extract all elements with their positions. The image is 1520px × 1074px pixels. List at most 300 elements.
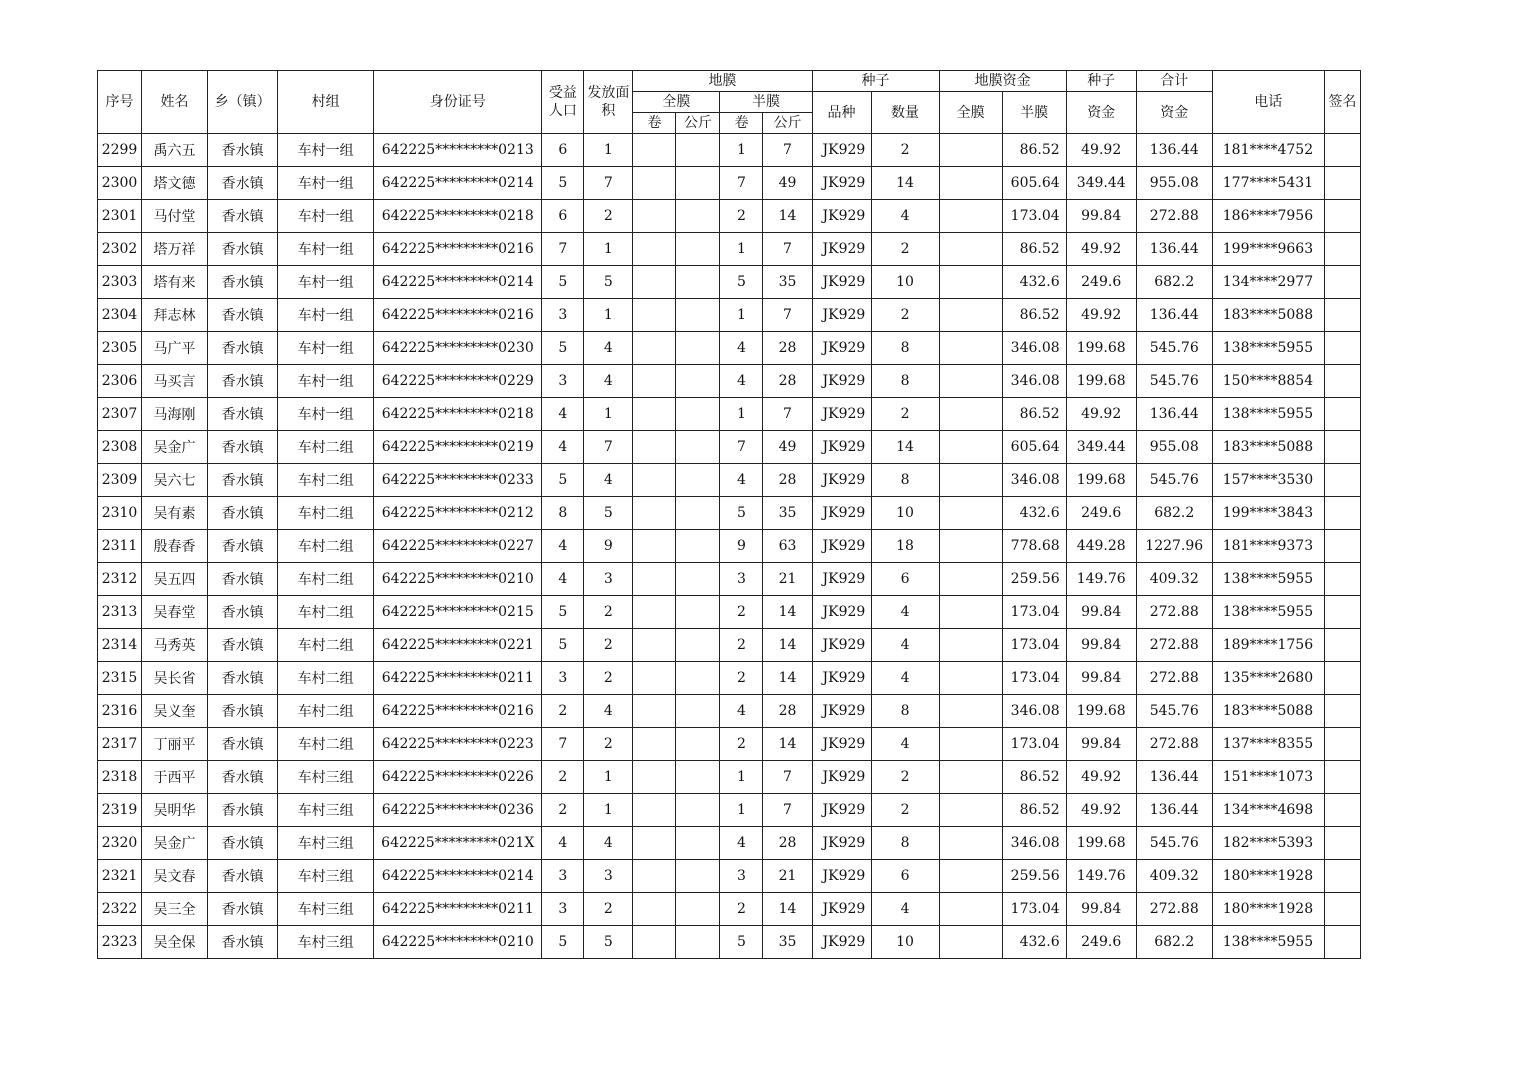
- cell-phone: 180****1928: [1212, 893, 1324, 926]
- cell-signature[interactable]: [1324, 893, 1360, 926]
- cell-town: 香水镇: [208, 761, 278, 794]
- cell-signature[interactable]: [1324, 563, 1360, 596]
- cell-population: 3: [542, 662, 584, 695]
- cell-seq: 2313: [98, 596, 142, 629]
- cell-full-fund: [939, 464, 1002, 497]
- table-row: [98, 365, 1361, 398]
- header-name: 姓名: [142, 71, 208, 134]
- cell-seed-fund: 99.84: [1066, 200, 1136, 233]
- cell-signature[interactable]: [1324, 398, 1360, 431]
- cell-signature[interactable]: [1324, 794, 1360, 827]
- cell-village: 车村一组: [278, 200, 374, 233]
- cell-town: 香水镇: [208, 827, 278, 860]
- cell-full-fund: [939, 893, 1002, 926]
- cell-signature[interactable]: [1324, 365, 1360, 398]
- header-id: 身份证号: [374, 71, 542, 134]
- cell-total-fund: 272.88: [1136, 596, 1212, 629]
- cell-signature[interactable]: [1324, 200, 1360, 233]
- cell-full-roll: [633, 332, 676, 365]
- cell-variety: JK929: [812, 134, 871, 167]
- cell-population: 2: [542, 794, 584, 827]
- cell-signature[interactable]: [1324, 332, 1360, 365]
- table-row: [98, 530, 1361, 563]
- cell-variety: JK929: [812, 827, 871, 860]
- cell-id-number: 642225*********0230: [374, 332, 542, 365]
- cell-village: 车村二组: [278, 695, 374, 728]
- cell-name: 塔万祥: [142, 233, 208, 266]
- table-row: [98, 695, 1361, 728]
- cell-id-number: 642225*********0221: [374, 629, 542, 662]
- cell-seq: 2304: [98, 299, 142, 332]
- cell-population: 8: [542, 497, 584, 530]
- cell-variety: JK929: [812, 464, 871, 497]
- cell-full-kg: [676, 431, 720, 464]
- cell-full-roll: [633, 761, 676, 794]
- cell-full-roll: [633, 728, 676, 761]
- table-row: [98, 761, 1361, 794]
- cell-population: 4: [542, 530, 584, 563]
- cell-full-fund: [939, 233, 1002, 266]
- cell-name: 吴六七: [142, 464, 208, 497]
- cell-seq: 2306: [98, 365, 142, 398]
- cell-full-kg: [676, 497, 720, 530]
- cell-full-kg: [676, 332, 720, 365]
- cell-village: 车村三组: [278, 794, 374, 827]
- cell-id-number: 642225*********0219: [374, 431, 542, 464]
- cell-village: 车村一组: [278, 167, 374, 200]
- cell-name: 塔文德: [142, 167, 208, 200]
- cell-full-roll: [633, 299, 676, 332]
- cell-half-roll: 1: [720, 299, 763, 332]
- cell-signature[interactable]: [1324, 860, 1360, 893]
- header-area: 发放面积: [584, 71, 633, 134]
- cell-variety: JK929: [812, 398, 871, 431]
- cell-full-fund: [939, 761, 1002, 794]
- cell-population: 3: [542, 860, 584, 893]
- cell-town: 香水镇: [208, 926, 278, 959]
- cell-variety: JK929: [812, 695, 871, 728]
- cell-half-kg: 35: [763, 497, 812, 530]
- cell-town: 香水镇: [208, 365, 278, 398]
- table-row: [98, 431, 1361, 464]
- cell-full-kg: [676, 266, 720, 299]
- cell-phone: 134****4698: [1212, 794, 1324, 827]
- cell-total-fund: 682.2: [1136, 266, 1212, 299]
- cell-id-number: 642225*********0226: [374, 761, 542, 794]
- cell-seq: 2311: [98, 530, 142, 563]
- cell-full-roll: [633, 827, 676, 860]
- cell-half-roll: 1: [720, 233, 763, 266]
- cell-area: 4: [584, 695, 633, 728]
- header-qty: 数量: [871, 92, 939, 134]
- header-half-roll: 卷: [720, 113, 763, 134]
- cell-seq: 2305: [98, 332, 142, 365]
- cell-seed-qty: 8: [871, 365, 939, 398]
- cell-area: 1: [584, 233, 633, 266]
- cell-half-roll: 2: [720, 662, 763, 695]
- cell-seed-fund: 199.68: [1066, 332, 1136, 365]
- cell-village: 车村二组: [278, 464, 374, 497]
- cell-phone: 177****5431: [1212, 167, 1324, 200]
- header-village: 村组: [278, 71, 374, 134]
- cell-variety: JK929: [812, 365, 871, 398]
- cell-half-fund: 173.04: [1002, 728, 1066, 761]
- cell-variety: JK929: [812, 662, 871, 695]
- cell-signature[interactable]: [1324, 695, 1360, 728]
- cell-half-kg: 7: [763, 134, 812, 167]
- cell-area: 1: [584, 761, 633, 794]
- cell-full-kg: [676, 695, 720, 728]
- cell-seq: 2312: [98, 563, 142, 596]
- cell-village: 车村二组: [278, 431, 374, 464]
- cell-seed-qty: 10: [871, 266, 939, 299]
- table-body: [98, 134, 1361, 959]
- header-full: 全膜: [939, 92, 1002, 134]
- cell-id-number: 642225*********0214: [374, 860, 542, 893]
- header-seq: 序号: [98, 71, 142, 134]
- cell-area: 1: [584, 299, 633, 332]
- table-row: [98, 596, 1361, 629]
- cell-total-fund: 272.88: [1136, 662, 1212, 695]
- cell-town: 香水镇: [208, 431, 278, 464]
- cell-population: 6: [542, 134, 584, 167]
- cell-town: 香水镇: [208, 728, 278, 761]
- cell-signature[interactable]: [1324, 728, 1360, 761]
- header-variety: 品种: [812, 92, 871, 134]
- cell-full-roll: [633, 794, 676, 827]
- header-total-top: 合计: [1136, 71, 1212, 92]
- cell-variety: JK929: [812, 563, 871, 596]
- cell-full-fund: [939, 530, 1002, 563]
- table-row: [98, 200, 1361, 233]
- cell-village: 车村一组: [278, 398, 374, 431]
- header-full-film: 全膜: [633, 92, 720, 113]
- cell-full-kg: [676, 299, 720, 332]
- cell-phone: 189****1756: [1212, 629, 1324, 662]
- cell-village: 车村二组: [278, 662, 374, 695]
- table-row: [98, 827, 1361, 860]
- cell-seed-fund: 49.92: [1066, 761, 1136, 794]
- cell-name: 吴全保: [142, 926, 208, 959]
- cell-half-fund: 173.04: [1002, 662, 1066, 695]
- cell-full-roll: [633, 398, 676, 431]
- cell-half-roll: 4: [720, 695, 763, 728]
- cell-signature[interactable]: [1324, 827, 1360, 860]
- cell-half-fund: 173.04: [1002, 893, 1066, 926]
- cell-seq: 2307: [98, 398, 142, 431]
- cell-signature[interactable]: [1324, 530, 1360, 563]
- cell-total-fund: 955.08: [1136, 167, 1212, 200]
- cell-phone: 183****5088: [1212, 695, 1324, 728]
- cell-phone: 138****5955: [1212, 596, 1324, 629]
- cell-half-fund: 346.08: [1002, 332, 1066, 365]
- cell-total-fund: 136.44: [1136, 134, 1212, 167]
- cell-total-fund: 136.44: [1136, 761, 1212, 794]
- cell-seq: 2314: [98, 629, 142, 662]
- cell-total-fund: 409.32: [1136, 860, 1212, 893]
- header-half-kg: 公斤: [763, 113, 812, 134]
- cell-signature[interactable]: [1324, 464, 1360, 497]
- cell-name: 丁丽平: [142, 728, 208, 761]
- cell-total-fund: 955.08: [1136, 431, 1212, 464]
- table-row: [98, 794, 1361, 827]
- cell-half-kg: 28: [763, 332, 812, 365]
- cell-seed-qty: 14: [871, 167, 939, 200]
- cell-phone: 183****5088: [1212, 299, 1324, 332]
- cell-signature[interactable]: [1324, 266, 1360, 299]
- cell-variety: JK929: [812, 530, 871, 563]
- cell-signature[interactable]: [1324, 497, 1360, 530]
- cell-seq: 2320: [98, 827, 142, 860]
- cell-half-kg: 7: [763, 299, 812, 332]
- cell-name: 马广平: [142, 332, 208, 365]
- cell-half-kg: 14: [763, 662, 812, 695]
- header-sign: 签名: [1324, 71, 1360, 134]
- cell-phone: 138****5955: [1212, 332, 1324, 365]
- cell-seed-qty: 2: [871, 794, 939, 827]
- cell-seed-qty: 6: [871, 860, 939, 893]
- cell-population: 6: [542, 200, 584, 233]
- cell-id-number: 642225*********0216: [374, 299, 542, 332]
- cell-signature[interactable]: [1324, 926, 1360, 959]
- cell-half-fund: 86.52: [1002, 398, 1066, 431]
- cell-name: 塔有来: [142, 266, 208, 299]
- cell-half-roll: 5: [720, 497, 763, 530]
- cell-half-fund: 259.56: [1002, 860, 1066, 893]
- cell-name: 吴长省: [142, 662, 208, 695]
- cell-town: 香水镇: [208, 398, 278, 431]
- cell-village: 车村三组: [278, 893, 374, 926]
- cell-population: 7: [542, 728, 584, 761]
- cell-total-fund: 272.88: [1136, 200, 1212, 233]
- header-half-film: 半膜: [720, 92, 812, 113]
- cell-half-roll: 2: [720, 596, 763, 629]
- cell-seed-qty: 10: [871, 926, 939, 959]
- header-full-roll: 卷: [633, 113, 676, 134]
- cell-half-kg: 63: [763, 530, 812, 563]
- cell-phone: 137****8355: [1212, 728, 1324, 761]
- cell-total-fund: 272.88: [1136, 893, 1212, 926]
- cell-town: 香水镇: [208, 596, 278, 629]
- cell-seed-qty: 4: [871, 728, 939, 761]
- cell-area: 1: [584, 794, 633, 827]
- cell-total-fund: 545.76: [1136, 332, 1212, 365]
- cell-variety: JK929: [812, 497, 871, 530]
- cell-seed-qty: 14: [871, 431, 939, 464]
- cell-full-roll: [633, 134, 676, 167]
- cell-town: 香水镇: [208, 695, 278, 728]
- cell-phone: 151****1073: [1212, 761, 1324, 794]
- header-seed-fund-top: 种子: [1066, 71, 1136, 92]
- cell-population: 5: [542, 596, 584, 629]
- cell-full-kg: [676, 629, 720, 662]
- cell-full-kg: [676, 134, 720, 167]
- cell-half-kg: 49: [763, 167, 812, 200]
- cell-area: 2: [584, 893, 633, 926]
- cell-area: 3: [584, 563, 633, 596]
- cell-seed-fund: 99.84: [1066, 596, 1136, 629]
- cell-name: 吴金广: [142, 827, 208, 860]
- cell-village: 车村三组: [278, 827, 374, 860]
- cell-village: 车村二组: [278, 596, 374, 629]
- cell-seq: 2323: [98, 926, 142, 959]
- cell-town: 香水镇: [208, 662, 278, 695]
- cell-population: 3: [542, 893, 584, 926]
- cell-seq: 2318: [98, 761, 142, 794]
- cell-half-fund: 173.04: [1002, 596, 1066, 629]
- header-seed: 种子: [812, 71, 939, 92]
- cell-seed-qty: 8: [871, 464, 939, 497]
- cell-full-fund: [939, 299, 1002, 332]
- cell-half-kg: 14: [763, 728, 812, 761]
- cell-phone: 183****5088: [1212, 431, 1324, 464]
- header-half: 半膜: [1002, 92, 1066, 134]
- cell-id-number: 642225*********0223: [374, 728, 542, 761]
- cell-seed-qty: 2: [871, 233, 939, 266]
- cell-half-fund: 173.04: [1002, 200, 1066, 233]
- cell-village: 车村二组: [278, 563, 374, 596]
- cell-half-kg: 28: [763, 365, 812, 398]
- cell-full-roll: [633, 431, 676, 464]
- cell-town: 香水镇: [208, 563, 278, 596]
- cell-town: 香水镇: [208, 266, 278, 299]
- cell-half-roll: 2: [720, 893, 763, 926]
- cell-half-roll: 1: [720, 794, 763, 827]
- cell-half-fund: 432.6: [1002, 926, 1066, 959]
- cell-phone: 180****1928: [1212, 860, 1324, 893]
- cell-half-roll: 7: [720, 431, 763, 464]
- cell-full-roll: [633, 695, 676, 728]
- cell-half-fund: 173.04: [1002, 629, 1066, 662]
- cell-half-fund: 778.68: [1002, 530, 1066, 563]
- cell-population: 4: [542, 827, 584, 860]
- cell-seed-fund: 249.6: [1066, 497, 1136, 530]
- cell-variety: JK929: [812, 926, 871, 959]
- header-town: 乡（镇）: [208, 71, 278, 134]
- cell-half-roll: 1: [720, 398, 763, 431]
- cell-seq: 2301: [98, 200, 142, 233]
- cell-full-kg: [676, 398, 720, 431]
- cell-seq: 2308: [98, 431, 142, 464]
- cell-full-kg: [676, 365, 720, 398]
- cell-area: 9: [584, 530, 633, 563]
- cell-half-kg: 14: [763, 200, 812, 233]
- table-row: [98, 332, 1361, 365]
- cell-variety: JK929: [812, 233, 871, 266]
- cell-seed-fund: 349.44: [1066, 431, 1136, 464]
- cell-signature[interactable]: [1324, 134, 1360, 167]
- cell-half-kg: 28: [763, 464, 812, 497]
- header-phone: 电话: [1212, 71, 1324, 134]
- cell-area: 5: [584, 497, 633, 530]
- cell-population: 5: [542, 266, 584, 299]
- cell-seed-qty: 4: [871, 200, 939, 233]
- cell-total-fund: 136.44: [1136, 398, 1212, 431]
- cell-signature[interactable]: [1324, 233, 1360, 266]
- cell-total-fund: 545.76: [1136, 695, 1212, 728]
- cell-population: 4: [542, 431, 584, 464]
- cell-full-roll: [633, 926, 676, 959]
- cell-population: 5: [542, 167, 584, 200]
- cell-name: 吴春堂: [142, 596, 208, 629]
- cell-half-roll: 2: [720, 728, 763, 761]
- cell-signature[interactable]: [1324, 167, 1360, 200]
- cell-town: 香水镇: [208, 332, 278, 365]
- cell-variety: JK929: [812, 728, 871, 761]
- cell-full-kg: [676, 563, 720, 596]
- cell-town: 香水镇: [208, 893, 278, 926]
- cell-population: 5: [542, 926, 584, 959]
- cell-signature[interactable]: [1324, 761, 1360, 794]
- cell-half-roll: 4: [720, 332, 763, 365]
- cell-total-fund: 545.76: [1136, 827, 1212, 860]
- table-row: [98, 464, 1361, 497]
- cell-full-roll: [633, 233, 676, 266]
- cell-half-kg: 7: [763, 794, 812, 827]
- cell-half-kg: 14: [763, 893, 812, 926]
- cell-full-fund: [939, 200, 1002, 233]
- cell-full-fund: [939, 266, 1002, 299]
- cell-seed-fund: 199.68: [1066, 365, 1136, 398]
- cell-variety: JK929: [812, 794, 871, 827]
- cell-full-fund: [939, 662, 1002, 695]
- cell-signature[interactable]: [1324, 596, 1360, 629]
- cell-name: 吴三全: [142, 893, 208, 926]
- cell-variety: JK929: [812, 629, 871, 662]
- cell-seed-fund: 199.68: [1066, 827, 1136, 860]
- cell-village: 车村二组: [278, 629, 374, 662]
- cell-full-fund: [939, 629, 1002, 662]
- cell-full-fund: [939, 365, 1002, 398]
- cell-seq: 2299: [98, 134, 142, 167]
- cell-town: 香水镇: [208, 794, 278, 827]
- cell-signature[interactable]: [1324, 629, 1360, 662]
- cell-variety: JK929: [812, 860, 871, 893]
- cell-population: 5: [542, 629, 584, 662]
- cell-half-fund: 86.52: [1002, 794, 1066, 827]
- cell-variety: JK929: [812, 332, 871, 365]
- cell-population: 4: [542, 398, 584, 431]
- cell-seed-fund: 199.68: [1066, 464, 1136, 497]
- cell-seed-qty: 8: [871, 827, 939, 860]
- cell-full-kg: [676, 596, 720, 629]
- cell-full-fund: [939, 398, 1002, 431]
- cell-full-roll: [633, 893, 676, 926]
- cell-signature[interactable]: [1324, 299, 1360, 332]
- cell-id-number: 642225*********0236: [374, 794, 542, 827]
- cell-seq: 2300: [98, 167, 142, 200]
- cell-full-roll: [633, 530, 676, 563]
- header-total-bottom: 资金: [1136, 92, 1212, 134]
- cell-id-number: 642225*********0216: [374, 233, 542, 266]
- cell-phone: 134****2977: [1212, 266, 1324, 299]
- table-row: [98, 860, 1361, 893]
- cell-village: 车村三组: [278, 860, 374, 893]
- cell-seq: 2310: [98, 497, 142, 530]
- cell-signature[interactable]: [1324, 431, 1360, 464]
- cell-village: 车村三组: [278, 926, 374, 959]
- cell-seq: 2309: [98, 464, 142, 497]
- cell-village: 车村二组: [278, 497, 374, 530]
- cell-half-fund: 86.52: [1002, 761, 1066, 794]
- cell-full-roll: [633, 266, 676, 299]
- cell-half-kg: 21: [763, 563, 812, 596]
- cell-full-fund: [939, 596, 1002, 629]
- cell-signature[interactable]: [1324, 662, 1360, 695]
- cell-full-fund: [939, 134, 1002, 167]
- cell-population: 7: [542, 233, 584, 266]
- cell-phone: 199****3843: [1212, 497, 1324, 530]
